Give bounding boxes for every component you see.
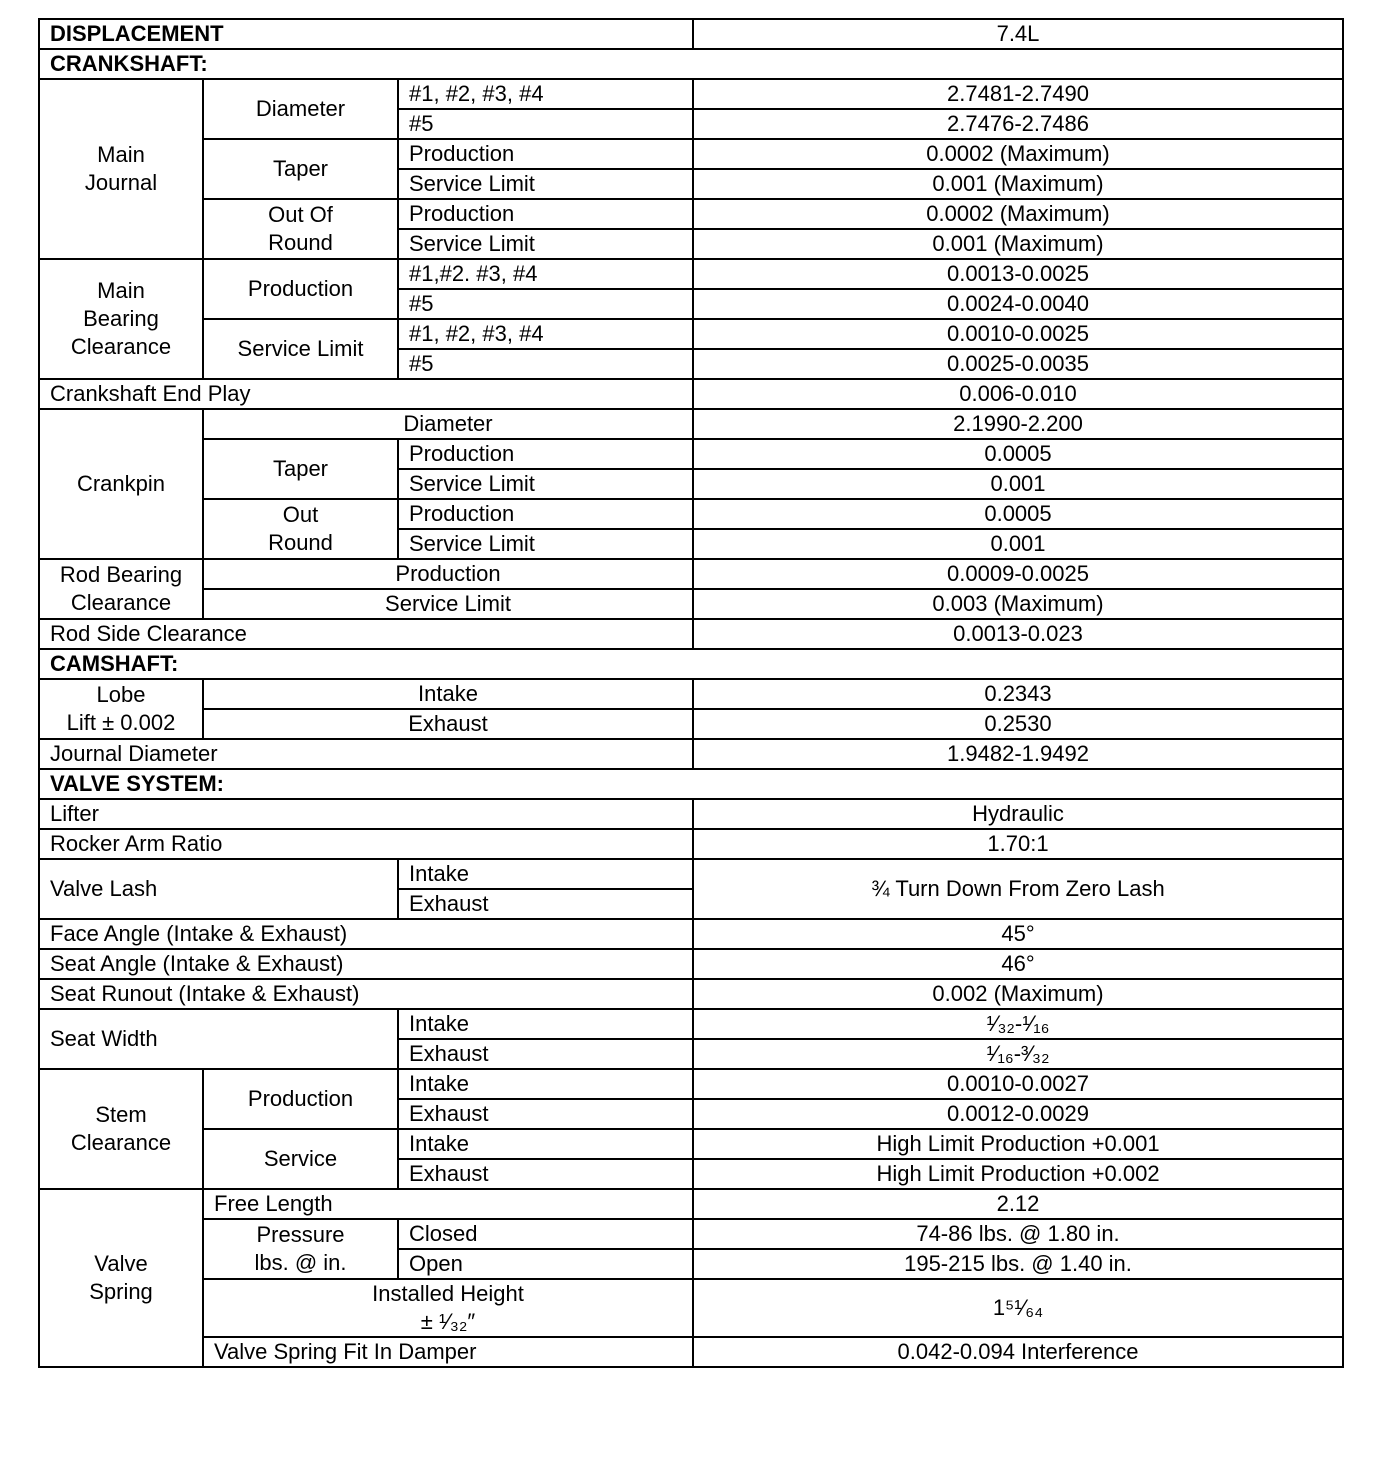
table-row bbox=[39, 709, 1343, 739]
cell-value: 0.003 (Maximum) bbox=[693, 589, 1343, 619]
cell-label: Exhaust bbox=[398, 1099, 693, 1129]
table-row bbox=[39, 1069, 1343, 1099]
valve-lash-label: Valve Lash bbox=[39, 859, 398, 919]
cell-value: 0.001 bbox=[693, 529, 1343, 559]
damper-fit-value: 0.042-0.094 Interference bbox=[693, 1337, 1343, 1367]
cell-label: Intake bbox=[398, 859, 693, 889]
table-row bbox=[39, 1009, 1343, 1039]
cell-value: 0.0024-0.0040 bbox=[693, 289, 1343, 319]
displacement-value: 7.4L bbox=[693, 19, 1343, 49]
table-row bbox=[39, 1279, 1343, 1337]
cell-label: Intake bbox=[398, 1069, 693, 1099]
crankshaft-title: CRANKSHAFT: bbox=[39, 49, 1343, 79]
valve-lash-value: ¾ Turn Down From Zero Lash bbox=[693, 859, 1343, 919]
crankpin-diameter-value: 2.1990-2.200 bbox=[693, 409, 1343, 439]
cell-value: ¹⁄₃₂-¹⁄₁₆ bbox=[693, 1009, 1343, 1039]
rod-side-clearance-value: 0.0013-0.023 bbox=[693, 619, 1343, 649]
camshaft-title: CAMSHAFT: bbox=[39, 649, 1343, 679]
table-row bbox=[39, 979, 1343, 1009]
crankpin-label: Crankpin bbox=[39, 409, 203, 559]
cell-value: High Limit Production +0.001 bbox=[693, 1129, 1343, 1159]
seat-runout-value: 0.002 (Maximum) bbox=[693, 979, 1343, 1009]
spring-pressure-label: Pressure lbs. @ in. bbox=[203, 1219, 398, 1279]
cell-label: Intake bbox=[203, 679, 693, 709]
cell-value: 2.7481-2.7490 bbox=[693, 79, 1343, 109]
table-row bbox=[39, 949, 1343, 979]
cell-value: 0.0005 bbox=[693, 439, 1343, 469]
table-row bbox=[39, 199, 1343, 229]
cell-value: 74-86 lbs. @ 1.80 in. bbox=[693, 1219, 1343, 1249]
cell-label: Intake bbox=[398, 1009, 693, 1039]
main-journal-out-of-round-label: Out Of Round bbox=[203, 199, 398, 259]
cell-value: ¹⁄₁₆-³⁄₃₂ bbox=[693, 1039, 1343, 1069]
table-row bbox=[39, 1219, 1343, 1249]
table-row bbox=[39, 799, 1343, 829]
main-bearing-production-label: Production bbox=[203, 259, 398, 319]
cell-label: #5 bbox=[398, 109, 693, 139]
table-row bbox=[39, 319, 1343, 349]
cell-value: 0.2530 bbox=[693, 709, 1343, 739]
table-row bbox=[39, 409, 1343, 439]
face-angle-label: Face Angle (Intake & Exhaust) bbox=[39, 919, 693, 949]
cell-value: High Limit Production +0.002 bbox=[693, 1159, 1343, 1189]
crankpin-diameter-label: Diameter bbox=[203, 409, 693, 439]
table-row bbox=[39, 679, 1343, 709]
journal-diameter-value: 1.9482-1.9492 bbox=[693, 739, 1343, 769]
cell-value: 0.0010-0.0025 bbox=[693, 319, 1343, 349]
rod-side-clearance-label: Rod Side Clearance bbox=[39, 619, 693, 649]
cell-label: Open bbox=[398, 1249, 693, 1279]
table-row bbox=[39, 1337, 1343, 1367]
rod-bearing-clearance-label: Rod Bearing Clearance bbox=[39, 559, 203, 619]
cell-label: Closed bbox=[398, 1219, 693, 1249]
cell-label: Exhaust bbox=[398, 1159, 693, 1189]
lifter-label: Lifter bbox=[39, 799, 693, 829]
cell-label: Exhaust bbox=[203, 709, 693, 739]
cell-label: Production bbox=[398, 439, 693, 469]
stem-service-label: Service bbox=[203, 1129, 398, 1189]
journal-diameter-label: Journal Diameter bbox=[39, 739, 693, 769]
table-row bbox=[39, 619, 1343, 649]
cell-value: 2.7476-2.7486 bbox=[693, 109, 1343, 139]
cell-value: 0.2343 bbox=[693, 679, 1343, 709]
cell-value: 0.0002 (Maximum) bbox=[693, 199, 1343, 229]
free-length-label: Free Length bbox=[203, 1189, 693, 1219]
section-crankshaft bbox=[39, 49, 1343, 79]
cell-label: Service Limit bbox=[398, 529, 693, 559]
valve-spring-label: Valve Spring bbox=[39, 1189, 203, 1367]
table-row bbox=[39, 439, 1343, 469]
table-row bbox=[39, 499, 1343, 529]
cell-value: 0.0025-0.0035 bbox=[693, 349, 1343, 379]
seat-width-label: Seat Width bbox=[39, 1009, 398, 1069]
displacement-label: DISPLACEMENT bbox=[39, 19, 693, 49]
section-camshaft bbox=[39, 649, 1343, 679]
main-journal-label: Main Journal bbox=[39, 79, 203, 259]
table-row bbox=[39, 379, 1343, 409]
cell-label: Production bbox=[398, 199, 693, 229]
cell-value: 0.001 (Maximum) bbox=[693, 169, 1343, 199]
lifter-value: Hydraulic bbox=[693, 799, 1343, 829]
damper-fit-label: Valve Spring Fit In Damper bbox=[203, 1337, 693, 1367]
cell-label: Service Limit bbox=[398, 169, 693, 199]
cell-value: 0.0009-0.0025 bbox=[693, 559, 1343, 589]
installed-height-value: 1⁵¹⁄₆₄ bbox=[693, 1279, 1343, 1337]
table-row bbox=[39, 1129, 1343, 1159]
rocker-ratio-value: 1.70:1 bbox=[693, 829, 1343, 859]
cell-label: Exhaust bbox=[398, 1039, 693, 1069]
cell-value: 0.0013-0.0025 bbox=[693, 259, 1343, 289]
seat-angle-value: 46° bbox=[693, 949, 1343, 979]
seat-runout-label: Seat Runout (Intake & Exhaust) bbox=[39, 979, 693, 1009]
cell-label: Production bbox=[398, 139, 693, 169]
stem-clearance-label: Stem Clearance bbox=[39, 1069, 203, 1189]
cell-value: 0.0002 (Maximum) bbox=[693, 139, 1343, 169]
cell-label: #1,#2. #3, #4 bbox=[398, 259, 693, 289]
table-row bbox=[39, 739, 1343, 769]
cell-value: 195-215 lbs. @ 1.40 in. bbox=[693, 1249, 1343, 1279]
stem-production-label: Production bbox=[203, 1069, 398, 1129]
table-row bbox=[39, 589, 1343, 619]
table-row bbox=[39, 559, 1343, 589]
end-play-label: Crankshaft End Play bbox=[39, 379, 693, 409]
cell-label: Intake bbox=[398, 1129, 693, 1159]
cell-label: Service Limit bbox=[398, 469, 693, 499]
cell-label: #5 bbox=[398, 349, 693, 379]
cell-label: #1, #2, #3, #4 bbox=[398, 79, 693, 109]
table-row bbox=[39, 829, 1343, 859]
cell-value: 0.001 bbox=[693, 469, 1343, 499]
face-angle-value: 45° bbox=[693, 919, 1343, 949]
lobe-lift-label: Lobe Lift ± 0.002 bbox=[39, 679, 203, 739]
main-journal-diameter-label: Diameter bbox=[203, 79, 398, 139]
crankpin-taper-label: Taper bbox=[203, 439, 398, 499]
table-row bbox=[39, 1189, 1343, 1219]
cell-label: #5 bbox=[398, 289, 693, 319]
section-valve-system bbox=[39, 769, 1343, 799]
seat-angle-label: Seat Angle (Intake & Exhaust) bbox=[39, 949, 693, 979]
row-displacement bbox=[39, 19, 1343, 49]
cell-value: 0.001 (Maximum) bbox=[693, 229, 1343, 259]
main-bearing-clearance-label: Main Bearing Clearance bbox=[39, 259, 203, 379]
cell-label: Exhaust bbox=[398, 889, 693, 919]
table-row bbox=[39, 259, 1343, 289]
cell-label: Production bbox=[398, 499, 693, 529]
cell-label: Service Limit bbox=[203, 589, 693, 619]
specification-table bbox=[38, 18, 1344, 1368]
table-row bbox=[39, 139, 1343, 169]
main-bearing-service-label: Service Limit bbox=[203, 319, 398, 379]
free-length-value: 2.12 bbox=[693, 1189, 1343, 1219]
cell-value: 0.0012-0.0029 bbox=[693, 1099, 1343, 1129]
cell-label: #1, #2, #3, #4 bbox=[398, 319, 693, 349]
table-row bbox=[39, 859, 1343, 889]
cell-label: Production bbox=[203, 559, 693, 589]
main-journal-taper-label: Taper bbox=[203, 139, 398, 199]
rocker-ratio-label: Rocker Arm Ratio bbox=[39, 829, 693, 859]
table-row bbox=[39, 919, 1343, 949]
end-play-value: 0.006-0.010 bbox=[693, 379, 1343, 409]
cell-label: Service Limit bbox=[398, 229, 693, 259]
crankpin-out-round-label: Out Round bbox=[203, 499, 398, 559]
table-row bbox=[39, 79, 1343, 109]
valve-system-title: VALVE SYSTEM: bbox=[39, 769, 1343, 799]
cell-value: 0.0005 bbox=[693, 499, 1343, 529]
installed-height-label: Installed Height ± ¹⁄₃₂″ bbox=[203, 1279, 693, 1337]
cell-value: 0.0010-0.0027 bbox=[693, 1069, 1343, 1099]
